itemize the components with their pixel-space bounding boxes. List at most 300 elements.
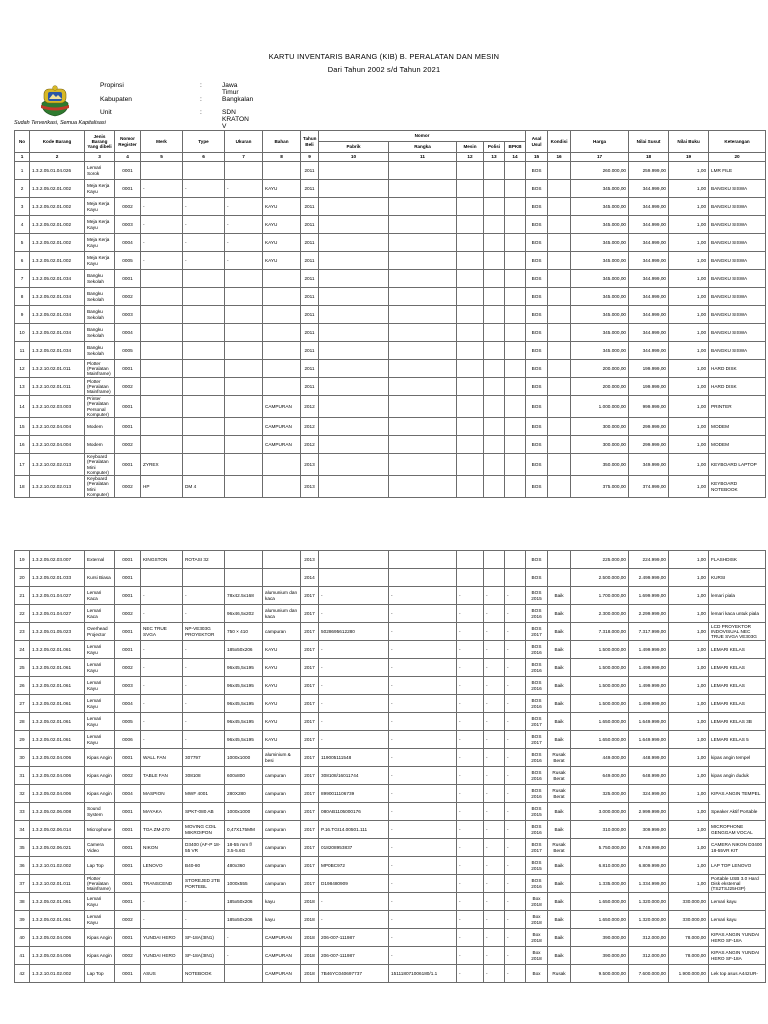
cell-price: 9.500.000,00 [571,965,629,983]
cell-type: MOVING COIL MIKROIPON [183,821,225,839]
cell-item-type: Lap Top [85,857,115,875]
cell-book-value: 1,00 [669,839,709,857]
col-header-origin: Asal Usul [526,131,548,153]
cell-condition: Baik [548,947,571,965]
cell-origin: BOS 2016 [526,821,548,839]
cell-bpkb-no [505,270,526,288]
cell-year: 2014 [301,569,319,587]
cell-material [263,342,301,360]
cell-item-type: Camera Video [85,839,115,857]
cell-price: 1.500.000,00 [571,677,629,695]
cell-remarks: kipas angin duduk [709,767,766,785]
cell-origin: BOS [526,288,548,306]
cell-size: 18-55 mm f/ 3.5-5.6G [225,839,263,857]
cell-price: 390.000,00 [571,947,629,965]
cell-plate-no: - [484,677,505,695]
cell-bpkb-no: - [505,677,526,695]
cell-price: 200.000,00 [571,378,629,396]
col-header-condition: Kondisi [548,131,571,153]
cell-depreciation: 374.999,00 [629,476,669,498]
cell-row-no: 6 [15,252,30,270]
cell-type: - [183,587,225,605]
meta-province-label: Propinsi [100,82,124,89]
cell-book-value: 1,00 [669,695,709,713]
cell-row-no: 18 [15,476,30,498]
cell-book-value: 1,00 [669,659,709,677]
cell-frame-no: - [389,803,457,821]
cell-row-no: 31 [15,767,30,785]
cell-factory-no [319,162,389,180]
cell-material [263,306,301,324]
cell-material [263,476,301,498]
cell-type: - [183,911,225,929]
cell-factory-no [319,180,389,198]
cell-register-no: 0001 [115,893,141,911]
cell-plate-no: - [484,803,505,821]
cell-material: CAMPURAN [263,947,301,965]
cell-depreciation: 1.649.999,00 [629,731,669,749]
cell-brand: - [141,605,183,623]
cell-size [225,396,263,418]
cell-item-code: 1.3.2.05.02.01.033 [30,569,85,587]
cell-type: - [183,713,225,731]
cell-origin: BOS [526,162,548,180]
cell-factory-no [319,270,389,288]
cell-remarks: BANGKU SISWA [709,288,766,306]
cell-plate-no [484,569,505,587]
cell-item-type: Bangku Sekolah [85,288,115,306]
cell-engine-no: - [457,821,484,839]
cell-condition [548,162,571,180]
cell-material [263,324,301,342]
col-header-book-value: Nilai Buku [669,131,709,153]
cell-price: 2.500.000,00 [571,569,629,587]
table-row [15,270,766,288]
cell-item-type: Lemari Kayu [85,911,115,929]
cell-condition [548,436,571,454]
cell-item-type: Plotter (Peralatan Mainframe) [85,360,115,378]
cell-price: 345.000,00 [571,252,629,270]
cell-brand [141,324,183,342]
cell-plate-no: - [484,821,505,839]
cell-price: 375.000,00 [571,476,629,498]
cell-plate-no: - [484,875,505,893]
cell-year: 2017 [301,857,319,875]
cell-factory-no: 5028695612280 [319,623,389,641]
cell-register-no: 0002 [115,911,141,929]
cell-book-value: 330.000,00 [669,893,709,911]
cell-brand: - [141,677,183,695]
cell-origin: BOS 2016 [526,659,548,677]
cell-book-value: 1,00 [669,713,709,731]
table-row [15,605,766,623]
cell-price: 345.000,00 [571,288,629,306]
cell-item-type: Lemari Kayu [85,695,115,713]
cell-type: DM 4 [183,476,225,498]
cell-price: 1.650.000,00 [571,731,629,749]
cell-depreciation: 199.999,00 [629,378,669,396]
cell-plate-no: - [484,605,505,623]
cell-condition: Baik [548,821,571,839]
cell-size [225,324,263,342]
cell-factory-no: 8990011106739 [319,785,389,803]
cell-type: SPKT-080 AB [183,803,225,821]
cell-register-no: 0002 [115,476,141,498]
cell-register-no: 0001 [115,360,141,378]
cell-price: 345.000,00 [571,216,629,234]
cell-brand: TOA ZM-270 [141,821,183,839]
cell-year: 2017 [301,803,319,821]
cell-brand: YUNDAI HERO [141,947,183,965]
cell-row-no: 12 [15,360,30,378]
cell-type: NOTEBOOK [183,965,225,983]
cell-item-code: 1.3.2.05.02.01.034 [30,306,85,324]
cell-price: 300.000,00 [571,436,629,454]
cell-remarks: LAP TOP LENOVO [709,857,766,875]
meta-unit-label: Unit [100,109,112,116]
cell-condition [548,476,571,498]
cell-plate-no [484,234,505,252]
cell-material: campuran [263,857,301,875]
cell-material: KAYU [263,659,301,677]
meta-separator: : [200,109,202,116]
cell-depreciation: 199.999,00 [629,360,669,378]
cell-size: 480x360 [225,857,263,875]
cell-brand: NEC TRUE SVGA [141,623,183,641]
cell-plate-no: - [484,659,505,677]
cell-register-no: 0002 [115,436,141,454]
cell-depreciation: 344.999,00 [629,216,669,234]
cell-material [263,270,301,288]
meta-separator: : [200,82,202,89]
column-index-row [15,153,766,162]
cell-plate-no [484,324,505,342]
cell-year: 2013 [301,476,319,498]
cell-brand: - [141,234,183,252]
cell-register-no: 0001 [115,875,141,893]
cell-type: SF-18A(3IN1) [183,947,225,965]
cell-frame-no [389,360,457,378]
cell-item-type: Bangku Sekolah [85,270,115,288]
cell-factory-no: 206-007-111987 [319,947,389,965]
cell-origin: BOS [526,476,548,498]
cell-remarks: LEMARI KELAS 5 [709,731,766,749]
cell-item-code: 1.3.2.10.02.03.003 [30,396,85,418]
cell-origin: BOS [526,454,548,476]
cell-origin: BOS [526,396,548,418]
cell-book-value: 1,00 [669,436,709,454]
cell-type: - [183,659,225,677]
cell-row-no: 11 [15,342,30,360]
cell-material [263,378,301,396]
cell-book-value: 78.000,00 [669,947,709,965]
cell-type: NP-VE303G PROYEKTOR [183,623,225,641]
cell-item-code: 1.3.2.05.02.04.006 [30,929,85,947]
cell-price: 325.000,00 [571,785,629,803]
cell-book-value: 1,00 [669,569,709,587]
cell-year: 2011 [301,198,319,216]
cell-brand: - [141,216,183,234]
cell-item-code: 1.3.2.05.02.01.002 [30,234,85,252]
cell-remarks: MODEM [709,436,766,454]
column-index-cell: 9 [301,153,319,162]
cell-item-code: 1.3.2.05.02.01.061 [30,893,85,911]
table-row [15,418,766,436]
cell-depreciation: 1.499.999,00 [629,677,669,695]
cell-item-type: Meja Kerja Kayu [85,234,115,252]
cell-bpkb-no: - [505,713,526,731]
column-index-cell: 20 [709,153,766,162]
cell-item-type: Lemari Kayu [85,731,115,749]
cell-brand: - [141,659,183,677]
table-row [15,785,766,803]
cell-item-code: 1.3.2.05.01.04.027 [30,587,85,605]
cell-condition [548,360,571,378]
cell-plate-no [484,360,505,378]
cell-factory-no [319,216,389,234]
cell-type: - [183,180,225,198]
cell-book-value: 1,00 [669,749,709,767]
cell-depreciation: 1.499.999,00 [629,659,669,677]
col-header-type: Type [183,131,225,153]
cell-register-no: 0001 [115,749,141,767]
cell-factory-no: 7B46YC040697737 [319,965,389,983]
cell-frame-no: - [389,929,457,947]
cell-size: 96x45,5x195 [225,731,263,749]
cell-frame-no: - [389,857,457,875]
table-row [15,476,766,498]
cell-factory-no: - [319,641,389,659]
cell-size: - [225,234,263,252]
cell-origin: BOS 2016 [526,641,548,659]
cell-item-code: 1.3.2.05.02.04.006 [30,767,85,785]
cell-depreciation: 344.999,00 [629,306,669,324]
cell-item-type: Overhead Projector [85,623,115,641]
cell-frame-no: - [389,695,457,713]
table-row [15,839,766,857]
cell-size: - [225,929,263,947]
cell-row-no: 3 [15,198,30,216]
cell-book-value: 1,00 [669,623,709,641]
cell-row-no: 10 [15,324,30,342]
cell-bpkb-no [505,324,526,342]
cell-origin: BOS 2015 [526,857,548,875]
cell-origin: BOS [526,270,548,288]
cell-frame-no [389,378,457,396]
cell-remarks: LEMARI KELAS [709,659,766,677]
cell-origin: BOS 2017 [526,839,548,857]
cell-item-code: 1.3.2.05.02.01.034 [30,288,85,306]
cell-item-code: 1.3.2.05.02.01.061 [30,911,85,929]
cell-depreciation: 344.999,00 [629,252,669,270]
cell-price: 345.000,00 [571,324,629,342]
cell-item-type: Lemari Kaca [85,605,115,623]
cell-type: 307797 [183,749,225,767]
cell-origin: BOS 2016 [526,677,548,695]
cell-origin: BOS 2016 [526,749,548,767]
cell-brand [141,270,183,288]
cell-depreciation: 1.649.999,00 [629,713,669,731]
cell-price: 1.650.000,00 [571,893,629,911]
cell-material: kayu [263,911,301,929]
cell-depreciation: 324.999,00 [629,785,669,803]
cell-register-no: 0004 [115,785,141,803]
cell-material [263,360,301,378]
cell-price: 345.000,00 [571,198,629,216]
cell-engine-no: - [457,605,484,623]
cell-frame-no: - [389,893,457,911]
col-header-factory: Pabrik [319,142,389,153]
cell-book-value: 1,00 [669,875,709,893]
cell-type: - [183,252,225,270]
cell-remarks: BANGKU SISWA [709,252,766,270]
cell-item-code: 1.3.2.05.02.04.006 [30,947,85,965]
cell-register-no: 0003 [115,306,141,324]
cell-price: 5.750.000,00 [571,839,629,857]
cell-price: 1.500.000,00 [571,695,629,713]
cell-origin: Box 2018 [526,947,548,965]
column-index-cell: 1 [15,153,30,162]
cell-register-no: 0001 [115,569,141,587]
cell-frame-no [389,198,457,216]
cell-row-no: 5 [15,234,30,252]
cell-remarks: LMR FILE [709,162,766,180]
cell-depreciation: 259.999,00 [629,162,669,180]
cell-year: 2013 [301,454,319,476]
cell-engine-no: - [457,767,484,785]
cell-item-code: 1.3.2.05.01.04.026 [30,162,85,180]
cell-item-code: 1.3.2.10.02.04.004 [30,436,85,454]
cell-condition: Rusak Berat [548,749,571,767]
column-index-cell: 8 [263,153,301,162]
cell-price: 300.000,00 [571,418,629,436]
cell-plate-no: - [484,731,505,749]
cell-item-type: Lap Top [85,965,115,983]
cell-price: 1.700.000,00 [571,587,629,605]
cell-frame-no: - [389,839,457,857]
cell-frame-no: - [389,623,457,641]
cell-year: 2017 [301,785,319,803]
cell-engine-no [457,551,484,569]
cell-row-no: 1 [15,162,30,180]
cell-year: 2018 [301,947,319,965]
cell-depreciation: 999.999,00 [629,396,669,418]
cell-engine-no [457,180,484,198]
cell-book-value: 1,00 [669,731,709,749]
cell-register-no: 0001 [115,857,141,875]
cell-engine-no: - [457,677,484,695]
cell-remarks: BANGKU SISWA [709,234,766,252]
cell-factory-no: - [319,695,389,713]
cell-material: alumunium dan kaca [263,587,301,605]
cell-plate-no: - [484,893,505,911]
cell-material: KAYU [263,252,301,270]
cell-item-code: 1.3.2.05.02.01.034 [30,270,85,288]
document-subtitle: Dari Tahun 2002 s/d Tahun 2021 [327,65,441,74]
cell-brand [141,162,183,180]
cell-engine-no: - [457,749,484,767]
column-index-cell: 11 [389,153,457,162]
cell-frame-no [389,162,457,180]
cell-factory-no [319,454,389,476]
cell-type [183,378,225,396]
cell-plate-no [484,270,505,288]
cell-book-value: 1.900.000,00 [669,965,709,983]
cell-engine-no [457,454,484,476]
document-title: KARTU INVENTARIS BARANG (KIB) B. PERALATAN DAN MESIN [268,52,500,61]
cell-bpkb-no [505,360,526,378]
cell-size: - [225,198,263,216]
cell-year: 2011 [301,360,319,378]
column-index-cell: 2 [30,153,85,162]
table-row [15,641,766,659]
cell-item-code: 1.3.2.10.02.02.013 [30,454,85,476]
column-index-cell: 15 [526,153,548,162]
cell-book-value: 1,00 [669,551,709,569]
cell-year: 2017 [301,623,319,641]
cell-engine-no [457,324,484,342]
cell-type: - [183,216,225,234]
cell-factory-no: - [319,677,389,695]
cell-brand: - [141,911,183,929]
cell-material: CAMPURAN [263,396,301,418]
cell-size: 96x45,5x195 [225,659,263,677]
cell-size [225,288,263,306]
cell-engine-no [457,378,484,396]
cell-item-type: Lemari Kayu [85,677,115,695]
cell-row-no: 20 [15,569,30,587]
cell-factory-no [319,436,389,454]
cell-plate-no: - [484,623,505,641]
cell-condition: Baik [548,677,571,695]
cell-bpkb-no: - [505,749,526,767]
cell-size: 1000x1000 [225,803,263,821]
cell-row-no: 22 [15,605,30,623]
cell-size [225,270,263,288]
cell-origin: BOS [526,198,548,216]
column-index-cell: 18 [629,153,669,162]
cell-factory-no: - [319,659,389,677]
cell-price: 1.500.000,00 [571,659,629,677]
cell-engine-no [457,396,484,418]
cell-book-value: 1,00 [669,378,709,396]
cell-origin: BOS [526,324,548,342]
cell-item-code: 1.3.2.10.02.01.011 [30,360,85,378]
cell-row-no: 14 [15,396,30,418]
cell-item-code: 1.3.2.10.02.02.013 [30,476,85,498]
cell-bpkb-no [505,569,526,587]
cell-brand: - [141,731,183,749]
col-header-engine: Mesin [457,142,484,153]
cell-bpkb-no: - [505,947,526,965]
cell-bpkb-no [505,252,526,270]
cell-bpkb-no: - [505,929,526,947]
cell-size [225,436,263,454]
cell-register-no: 0002 [115,378,141,396]
cell-row-no: 41 [15,947,30,965]
cell-book-value: 1,00 [669,454,709,476]
cell-item-type: Kipas Angin [85,749,115,767]
cell-register-no: 0001 [115,180,141,198]
cell-row-no: 34 [15,821,30,839]
cell-size [225,418,263,436]
cell-brand: LENOVO [141,857,183,875]
cell-bpkb-no: - [505,659,526,677]
cell-price: 1.500.000,00 [571,641,629,659]
cell-factory-no: - [319,713,389,731]
cell-frame-no: - [389,587,457,605]
cell-factory-no: 308108/16011744 [319,767,389,785]
